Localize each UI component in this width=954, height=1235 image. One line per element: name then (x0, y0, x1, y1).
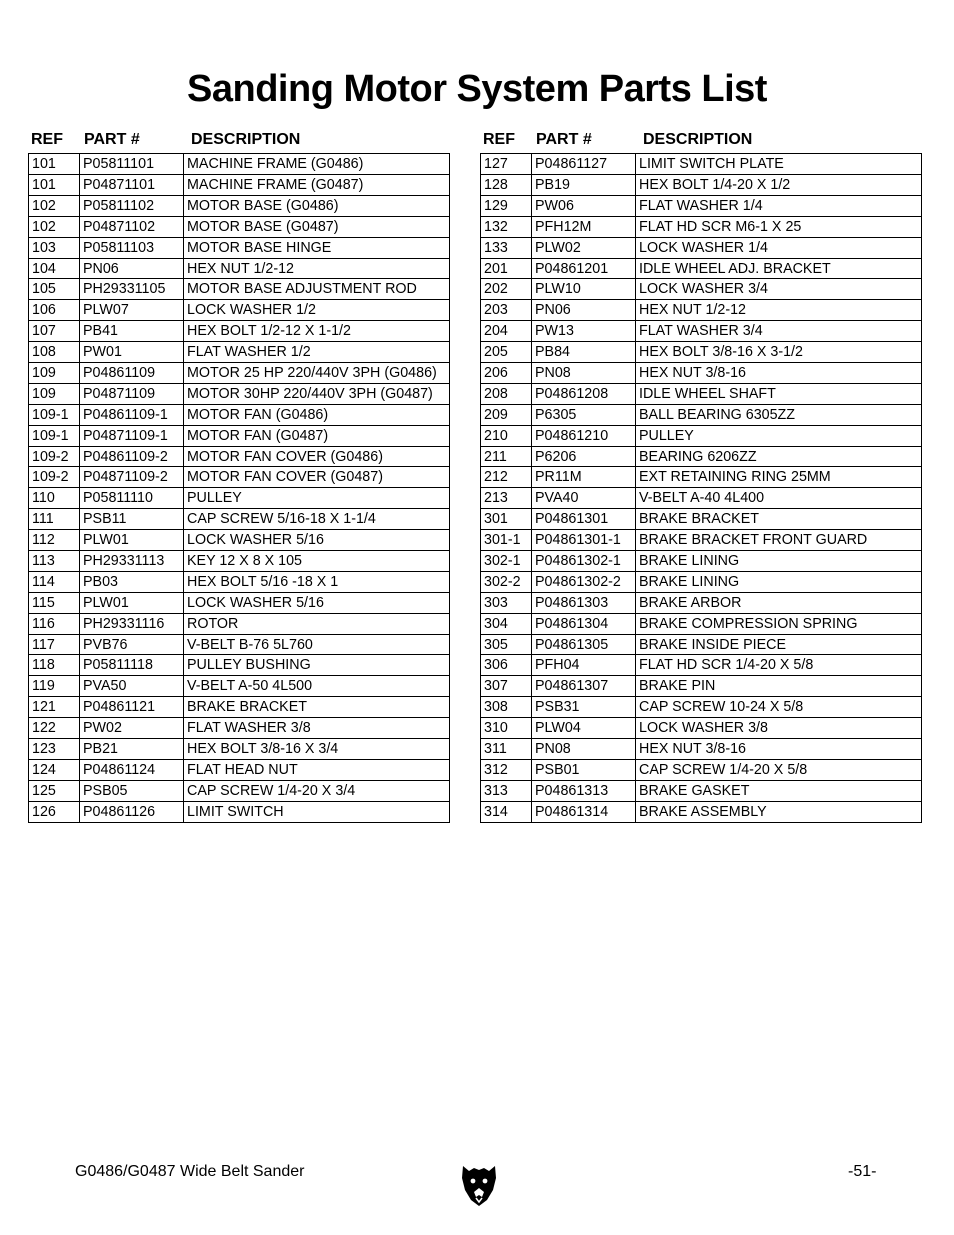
table-row (481, 613, 921, 634)
table-row (29, 466, 449, 487)
part-number-cell: P6206 (531, 447, 635, 467)
description-cell: MACHINE FRAME (G0487) (183, 175, 449, 195)
description-cell: IDLE WHEEL ADJ. BRACKET (635, 259, 921, 279)
part-number-cell: P04861109-2 (79, 447, 183, 467)
ref-cell: 109-1 (32, 406, 69, 423)
table-row (29, 362, 449, 383)
part-number-cell: PN06 (79, 259, 183, 279)
description-cell: MOTOR BASE (G0487) (183, 217, 449, 237)
description-cell: MACHINE FRAME (G0486) (183, 154, 449, 174)
header-part: PART # (536, 131, 592, 148)
ref-cell: 310 (484, 720, 508, 737)
table-row (29, 592, 449, 613)
page-number: -51- (848, 1163, 877, 1180)
part-number-cell: P05811102 (79, 196, 183, 216)
part-number-cell: P04861124 (79, 760, 183, 780)
part-number-cell: PN08 (531, 739, 635, 759)
part-number-cell: P04861301 (531, 509, 635, 529)
table-row (481, 654, 921, 675)
ref-cell: 109-2 (32, 448, 69, 465)
ref-cell: 126 (32, 803, 56, 820)
description-cell: LOCK WASHER 1/4 (635, 238, 921, 258)
ref-cell: 114 (32, 573, 55, 590)
part-number-cell: P04861307 (531, 676, 635, 696)
description-cell: CAP SCREW 5/16-18 X 1-1/4 (183, 509, 449, 529)
ref-cell: 105 (32, 281, 56, 298)
description-cell: BRAKE PIN (635, 676, 921, 696)
description-cell: MOTOR FAN COVER (G0487) (183, 467, 449, 487)
table-row (481, 717, 921, 738)
ref-cell: 133 (484, 239, 508, 256)
ref-cell: 118 (32, 657, 55, 674)
ref-cell: 108 (32, 344, 56, 361)
table-row (481, 195, 921, 216)
table-row (481, 299, 921, 320)
part-number-cell: PN06 (531, 300, 635, 320)
table-row (481, 487, 921, 508)
description-cell: HEX BOLT 1/2-12 X 1-1/2 (183, 321, 449, 341)
table-row (29, 446, 449, 467)
part-number-cell: P04861305 (531, 635, 635, 655)
header-part: PART # (84, 131, 140, 148)
description-cell: MOTOR BASE (G0486) (183, 196, 449, 216)
description-cell: LIMIT SWITCH PLATE (635, 154, 921, 174)
description-cell: BRAKE COMPRESSION SPRING (635, 614, 921, 634)
description-cell: HEX BOLT 1/4-20 X 1/2 (635, 175, 921, 195)
table-row (29, 550, 449, 571)
parts-table-right (480, 127, 922, 823)
description-cell: MOTOR BASE ADJUSTMENT ROD (183, 279, 449, 299)
ref-cell: 301-1 (484, 532, 521, 549)
ref-cell: 106 (32, 302, 56, 319)
description-cell: MOTOR BASE HINGE (183, 238, 449, 258)
part-number-cell: P04861314 (531, 802, 635, 822)
ref-cell: 109 (32, 365, 56, 382)
part-number-cell: PB41 (79, 321, 183, 341)
part-number-cell: P04861109-1 (79, 405, 183, 425)
ref-cell: 128 (484, 177, 508, 193)
ref-cell: 117 (32, 636, 55, 653)
ref-cell: 211 (484, 448, 507, 465)
description-cell: MOTOR FAN (G0486) (183, 405, 449, 425)
table-row (481, 696, 921, 717)
description-cell: V-BELT B-76 5L760 (183, 635, 449, 655)
description-cell: MOTOR FAN (G0487) (183, 426, 449, 446)
table-row (481, 258, 921, 279)
table-row (29, 801, 449, 822)
ref-cell: 113 (32, 553, 55, 570)
table-row (481, 738, 921, 759)
ref-cell: 303 (484, 594, 508, 611)
ref-cell: 203 (484, 302, 508, 319)
table-row (29, 529, 449, 550)
ref-cell: 307 (484, 678, 508, 695)
part-number-cell: PLW01 (79, 530, 183, 550)
description-cell: KEY 12 X 8 X 105 (183, 551, 449, 571)
ref-cell: 104 (32, 260, 56, 277)
description-cell: BRAKE INSIDE PIECE (635, 635, 921, 655)
ref-cell: 304 (484, 615, 508, 632)
part-number-cell: PLW02 (531, 238, 635, 258)
description-cell: BRAKE BRACKET (635, 509, 921, 529)
ref-cell: 301 (484, 511, 508, 528)
table-row (29, 216, 449, 237)
ref-cell: 129 (484, 197, 508, 214)
description-cell: HEX NUT 3/8-16 (635, 363, 921, 383)
table-row (481, 362, 921, 383)
ref-cell: 123 (32, 741, 56, 758)
table-row (481, 237, 921, 258)
table-row (481, 341, 921, 362)
description-cell: FLAT WASHER 1/4 (635, 196, 921, 216)
description-cell: FLAT WASHER 1/2 (183, 342, 449, 362)
table-row (481, 174, 921, 195)
part-number-cell: P04871109 (79, 384, 183, 404)
description-cell: BRAKE ASSEMBLY (635, 802, 921, 822)
part-number-cell: P04861304 (531, 614, 635, 634)
part-number-cell: P04861126 (79, 802, 183, 822)
header-description: DESCRIPTION (191, 131, 301, 148)
ref-cell: 101 (32, 156, 56, 172)
description-cell: BRAKE ARBOR (635, 593, 921, 613)
table-row (29, 341, 449, 362)
ref-cell: 308 (484, 699, 508, 716)
description-cell: HEX NUT 1/2-12 (183, 259, 449, 279)
part-number-cell: PB03 (79, 572, 183, 592)
description-cell: HEX BOLT 3/8-16 X 3/4 (183, 739, 449, 759)
ref-cell: 312 (484, 761, 508, 778)
description-cell: LIMIT SWITCH (183, 802, 449, 822)
description-cell: IDLE WHEEL SHAFT (635, 384, 921, 404)
ref-cell: 115 (32, 594, 55, 611)
table-row (29, 154, 449, 174)
ref-cell: 111 (32, 511, 54, 528)
description-cell: ROTOR (183, 614, 449, 634)
description-cell: BRAKE GASKET (635, 781, 921, 801)
ref-cell: 109-1 (32, 427, 69, 444)
part-number-cell: PH29331105 (79, 279, 183, 299)
ref-cell: 201 (484, 260, 508, 277)
ref-cell: 202 (484, 281, 508, 298)
ref-cell: 124 (32, 761, 56, 778)
part-number-cell: P04861301-1 (531, 530, 635, 550)
part-number-cell: P04871102 (79, 217, 183, 237)
table-row (29, 675, 449, 696)
description-cell: BRAKE BRACKET FRONT GUARD (635, 530, 921, 550)
part-number-cell: P05811101 (79, 154, 183, 174)
part-number-cell: PN08 (531, 363, 635, 383)
ref-cell: 212 (484, 469, 508, 486)
table-row (29, 174, 449, 195)
table-row (29, 425, 449, 446)
table-row (29, 571, 449, 592)
ref-cell: 209 (484, 406, 508, 423)
header-description: DESCRIPTION (643, 131, 753, 148)
ref-cell: 302-1 (484, 553, 521, 570)
table-row (29, 278, 449, 299)
page-title: Sanding Motor System Parts List (187, 68, 767, 110)
description-cell: LOCK WASHER 3/8 (635, 718, 921, 738)
part-number-cell: PH29331116 (79, 614, 183, 634)
description-cell: CAP SCREW 1/4-20 X 3/4 (183, 781, 449, 801)
ref-cell: 306 (484, 657, 508, 674)
table-row (481, 154, 921, 174)
part-number-cell: PLW04 (531, 718, 635, 738)
description-cell: HEX NUT 3/8-16 (635, 739, 921, 759)
ref-cell: 110 (32, 490, 55, 507)
table-row (29, 759, 449, 780)
table-row (29, 738, 449, 759)
description-cell: LOCK WASHER 5/16 (183, 530, 449, 550)
ref-cell: 112 (32, 532, 55, 549)
description-cell: LOCK WASHER 1/2 (183, 300, 449, 320)
table-row (29, 258, 449, 279)
grizzly-bear-head-icon (458, 1162, 500, 1208)
part-number-cell: PW02 (79, 718, 183, 738)
table-row (481, 278, 921, 299)
description-cell: HEX BOLT 5/16 -18 X 1 (183, 572, 449, 592)
part-number-cell: P04861313 (531, 781, 635, 801)
description-cell: V-BELT A-40 4L400 (635, 488, 921, 508)
ref-cell: 119 (32, 678, 55, 695)
table-row (481, 550, 921, 571)
part-number-cell: P04861210 (531, 426, 635, 446)
table-row (481, 634, 921, 655)
table-row (481, 320, 921, 341)
table-row (29, 299, 449, 320)
description-cell: V-BELT A-50 4L500 (183, 676, 449, 696)
part-number-cell: P05811118 (79, 655, 183, 675)
ref-cell: 103 (32, 239, 56, 256)
part-number-cell: PB84 (531, 342, 635, 362)
table-row (481, 675, 921, 696)
description-cell: PULLEY (183, 488, 449, 508)
part-number-cell: P04871109-1 (79, 426, 183, 446)
ref-cell: 127 (484, 156, 508, 172)
table-header (28, 127, 450, 153)
description-cell: HEX NUT 1/2-12 (635, 300, 921, 320)
table-row (29, 404, 449, 425)
table-row (29, 634, 449, 655)
description-cell: LOCK WASHER 5/16 (183, 593, 449, 613)
table-row (481, 383, 921, 404)
table-row (481, 571, 921, 592)
description-cell: BEARING 6206ZZ (635, 447, 921, 467)
ref-cell: 210 (484, 427, 508, 444)
description-cell: FLAT WASHER 3/8 (183, 718, 449, 738)
part-number-cell: P04861201 (531, 259, 635, 279)
description-cell: BRAKE LINING (635, 551, 921, 571)
table-row (29, 195, 449, 216)
table-row (29, 717, 449, 738)
ref-cell: 102 (32, 218, 56, 235)
parts-table-left (28, 127, 450, 823)
table-row (29, 487, 449, 508)
table-row (29, 237, 449, 258)
part-number-cell: PLW07 (79, 300, 183, 320)
part-number-cell: PH29331113 (79, 551, 183, 571)
table-row (481, 592, 921, 613)
description-cell: PULLEY BUSHING (183, 655, 449, 675)
description-cell: BALL BEARING 6305ZZ (635, 405, 921, 425)
table-body (480, 153, 922, 823)
ref-cell: 116 (32, 615, 55, 632)
part-number-cell: P04871109-2 (79, 467, 183, 487)
part-number-cell: PSB11 (79, 509, 183, 529)
part-number-cell: PB19 (531, 175, 635, 195)
ref-cell: 132 (484, 218, 508, 235)
ref-cell: 107 (32, 323, 56, 340)
part-number-cell: PVA40 (531, 488, 635, 508)
part-number-cell: PW06 (531, 196, 635, 216)
ref-cell: 311 (484, 741, 507, 758)
description-cell: BRAKE LINING (635, 572, 921, 592)
part-number-cell: PLW01 (79, 593, 183, 613)
part-number-cell: PW01 (79, 342, 183, 362)
table-row (29, 320, 449, 341)
table-row (481, 801, 921, 822)
part-number-cell: PFH04 (531, 655, 635, 675)
ref-cell: 206 (484, 365, 508, 382)
table-row (481, 425, 921, 446)
footer-model: G0486/G0487 Wide Belt Sander (75, 1163, 305, 1180)
table-row (481, 216, 921, 237)
description-cell: MOTOR FAN COVER (G0486) (183, 447, 449, 467)
ref-cell: 213 (484, 490, 508, 507)
part-number-cell: P6305 (531, 405, 635, 425)
part-number-cell: PFH12M (531, 217, 635, 237)
table-body (28, 153, 450, 823)
description-cell: FLAT WASHER 3/4 (635, 321, 921, 341)
table-row (29, 613, 449, 634)
ref-cell: 109 (32, 385, 56, 402)
ref-cell: 125 (32, 782, 56, 799)
part-number-cell: PVB76 (79, 635, 183, 655)
ref-cell: 208 (484, 385, 508, 402)
ref-cell: 314 (484, 803, 508, 820)
ref-cell: 302-2 (484, 573, 521, 590)
description-cell: MOTOR 25 HP 220/440V 3PH (G0486) (183, 363, 449, 383)
part-number-cell: P04861127 (531, 154, 635, 174)
part-number-cell: P05811110 (79, 488, 183, 508)
part-number-cell: P04871101 (79, 175, 183, 195)
table-row (481, 404, 921, 425)
description-cell: EXT RETAINING RING 25MM (635, 467, 921, 487)
part-number-cell: PSB31 (531, 697, 635, 717)
description-cell: CAP SCREW 10-24 X 5/8 (635, 697, 921, 717)
description-cell: BRAKE BRACKET (183, 697, 449, 717)
ref-cell: 122 (32, 720, 56, 737)
part-number-cell: PVA50 (79, 676, 183, 696)
description-cell: MOTOR 30HP 220/440V 3PH (G0487) (183, 384, 449, 404)
part-number-cell: P05811103 (79, 238, 183, 258)
description-cell: FLAT HEAD NUT (183, 760, 449, 780)
ref-cell: 121 (32, 699, 56, 716)
description-cell: FLAT HD SCR 1/4-20 X 5/8 (635, 655, 921, 675)
description-cell: PULLEY (635, 426, 921, 446)
table-header (480, 127, 922, 153)
description-cell: LOCK WASHER 3/4 (635, 279, 921, 299)
ref-cell: 313 (484, 782, 508, 799)
ref-cell: 205 (484, 344, 508, 361)
ref-cell: 305 (484, 636, 508, 653)
table-row (481, 529, 921, 550)
ref-cell: 102 (32, 197, 56, 214)
table-row (481, 466, 921, 487)
part-number-cell: P04861109 (79, 363, 183, 383)
part-number-cell: PLW10 (531, 279, 635, 299)
table-row (481, 446, 921, 467)
description-cell: CAP SCREW 1/4-20 X 5/8 (635, 760, 921, 780)
ref-cell: 204 (484, 323, 508, 340)
table-row (29, 383, 449, 404)
header-ref: REF (31, 131, 63, 148)
part-number-cell: PSB01 (531, 760, 635, 780)
part-number-cell: P04861121 (79, 697, 183, 717)
description-cell: FLAT HD SCR M6-1 X 25 (635, 217, 921, 237)
table-row (29, 654, 449, 675)
table-row (481, 780, 921, 801)
ref-cell: 101 (32, 177, 56, 193)
table-row (29, 696, 449, 717)
header-ref: REF (483, 131, 515, 148)
table-row (481, 508, 921, 529)
table-row (29, 508, 449, 529)
part-number-cell: P04861303 (531, 593, 635, 613)
table-row (481, 759, 921, 780)
part-number-cell: P04861302-2 (531, 572, 635, 592)
part-number-cell: PB21 (79, 739, 183, 759)
ref-cell: 109-2 (32, 469, 69, 486)
part-number-cell: PR11M (531, 467, 635, 487)
part-number-cell: P04861302-1 (531, 551, 635, 571)
part-number-cell: P04861208 (531, 384, 635, 404)
description-cell: HEX BOLT 3/8-16 X 3-1/2 (635, 342, 921, 362)
part-number-cell: PW13 (531, 321, 635, 341)
table-row (29, 780, 449, 801)
part-number-cell: PSB05 (79, 781, 183, 801)
